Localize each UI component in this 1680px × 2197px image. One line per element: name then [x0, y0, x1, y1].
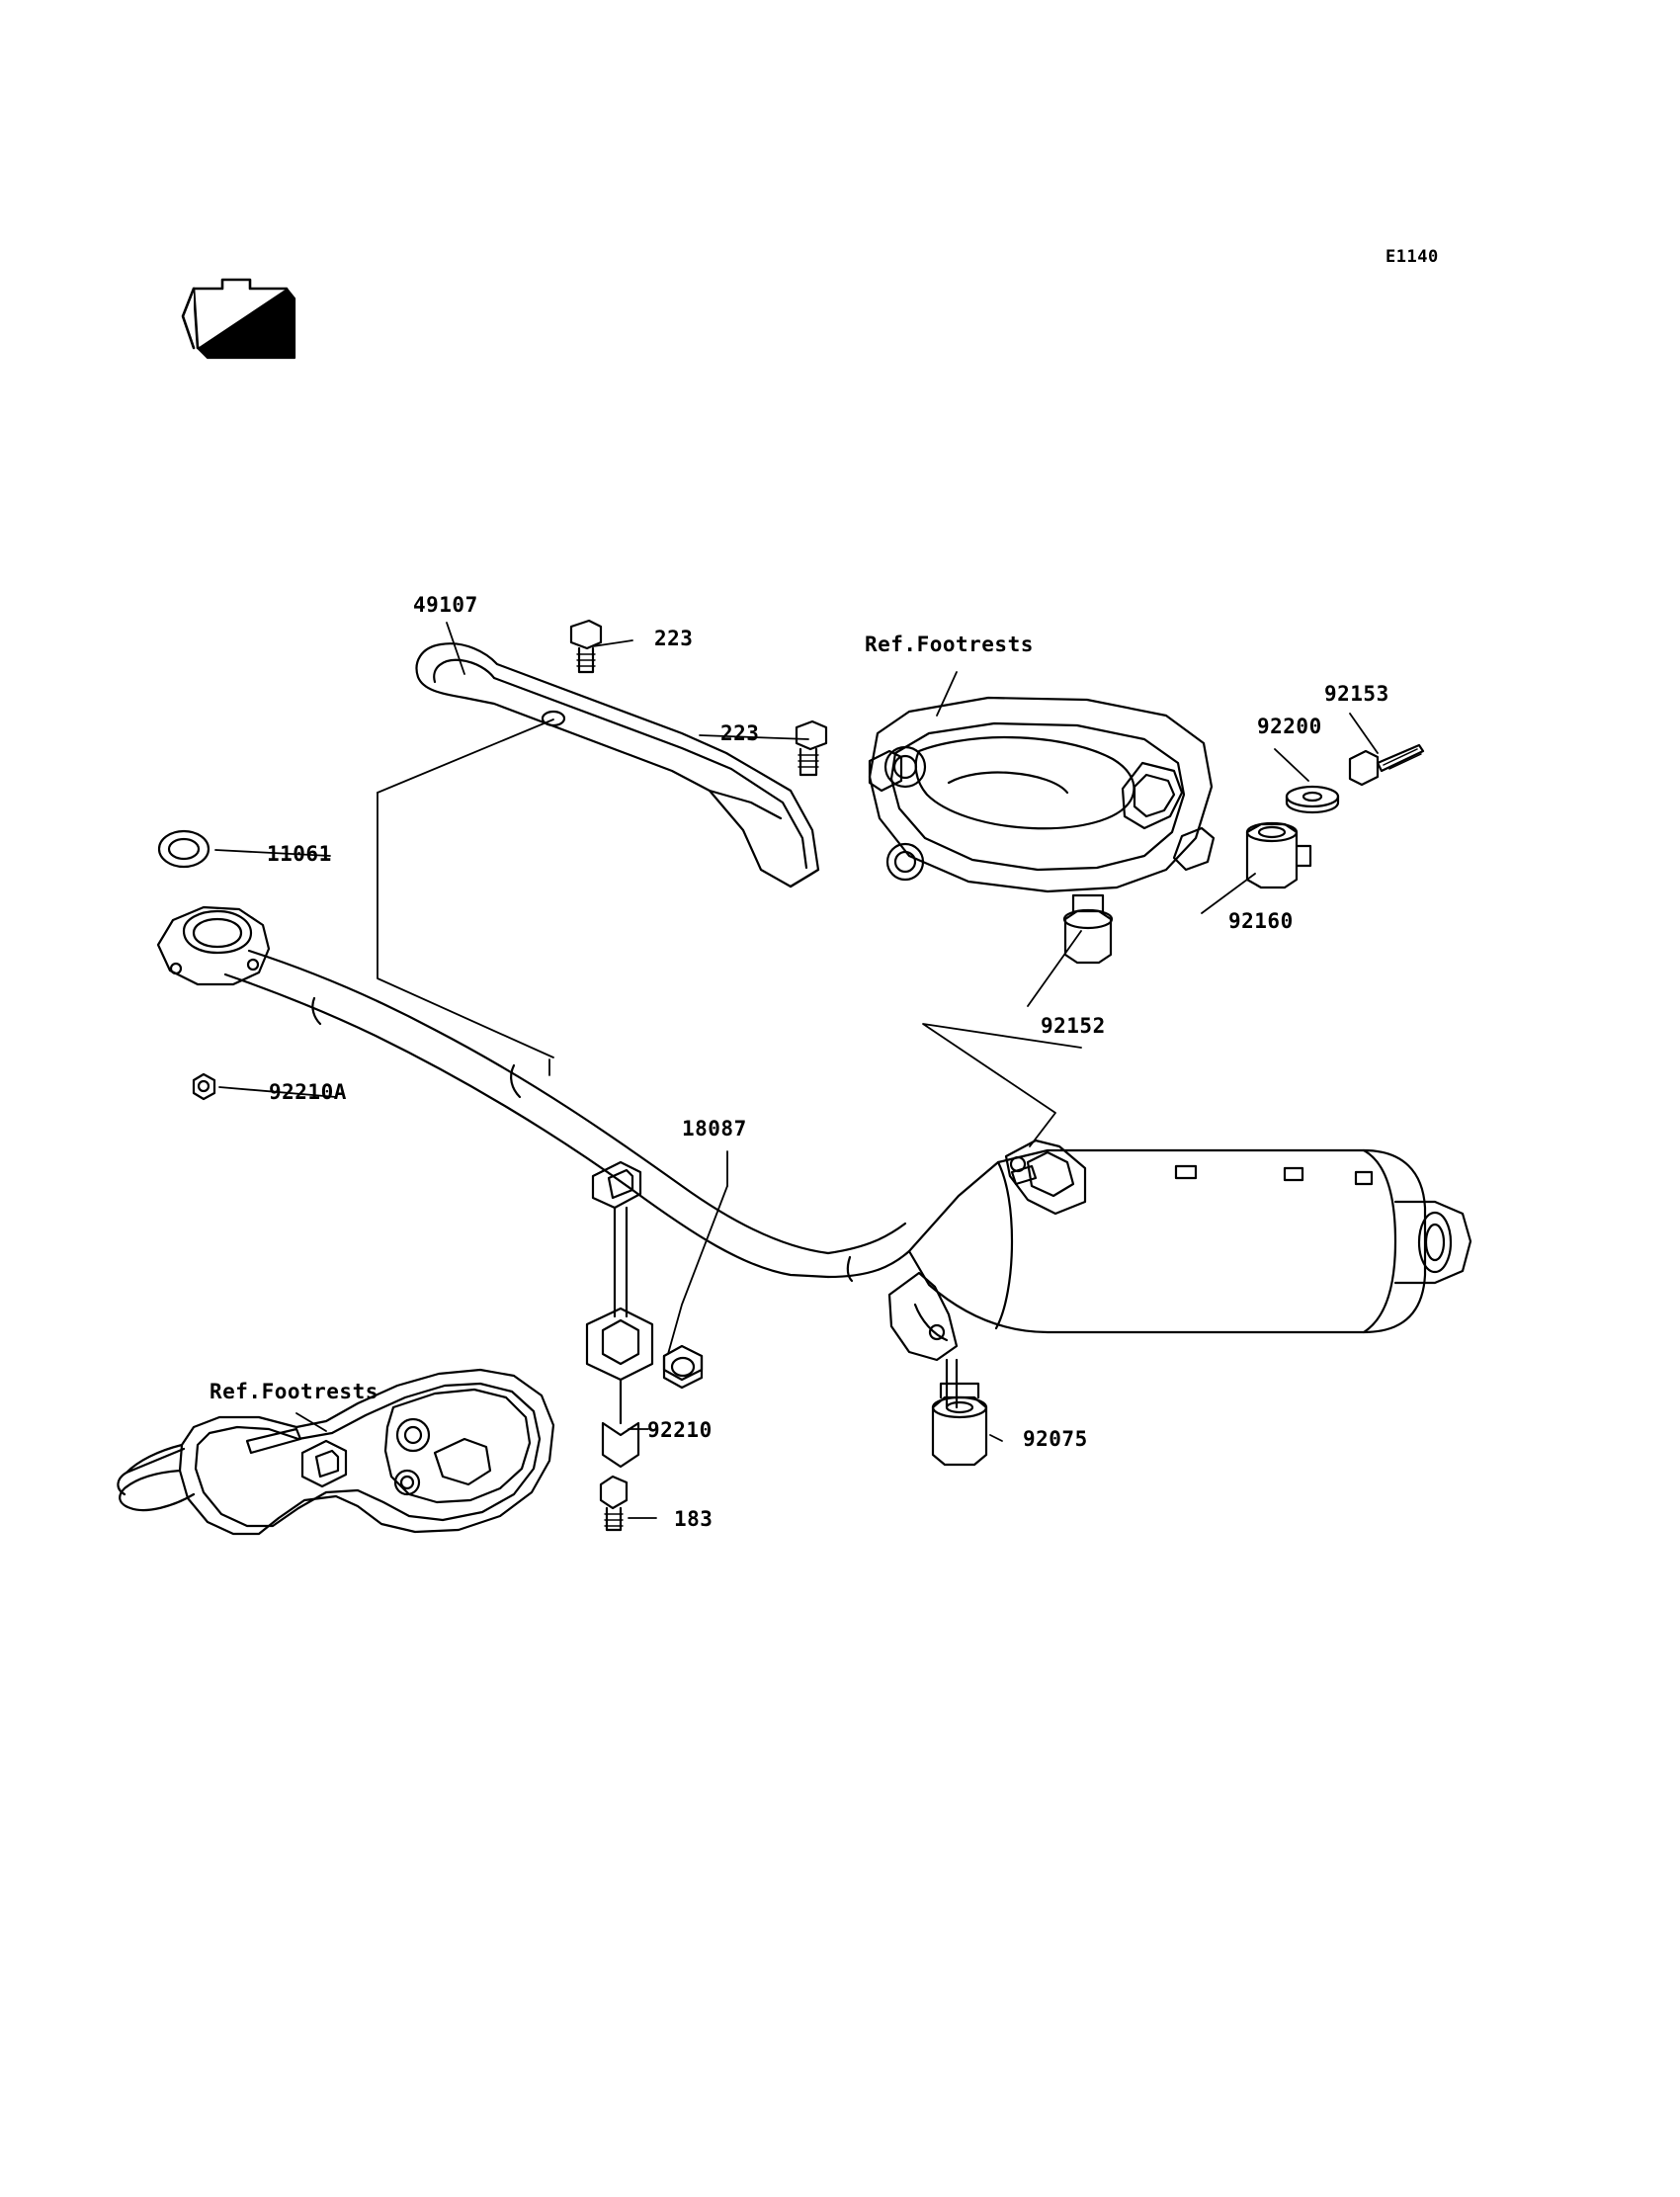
diagram-code: E1140 [1386, 247, 1439, 267]
part-label-92153: 92153 [1324, 682, 1389, 706]
part-label-92210A: 92210A [269, 1080, 347, 1104]
part-label-49107: 49107 [413, 593, 478, 617]
part-label-92160: 92160 [1228, 909, 1294, 933]
part-label-183: 183 [674, 1507, 714, 1531]
front-arrow-icon [183, 280, 294, 358]
leader-lines [215, 623, 1378, 1518]
part-label-11061: 11061 [267, 842, 332, 866]
exhaust-pipe-18087 [158, 831, 909, 1316]
part-label-223-lower: 223 [720, 721, 760, 745]
part-label-223-upper: 223 [654, 627, 694, 650]
part-label-92210: 92210 [647, 1418, 713, 1442]
part-label-92075: 92075 [1023, 1427, 1088, 1451]
part-label-18087: 18087 [682, 1117, 747, 1141]
heat-shield-49107 [417, 643, 818, 887]
ref-footrests-lower: Ref.Footrests [210, 1380, 378, 1403]
ref-footrests-upper: Ref.Footrests [865, 633, 1034, 656]
muffler-body [889, 1141, 1470, 1407]
footrest-bracket-upper [870, 698, 1423, 963]
part-label-92200: 92200 [1257, 715, 1322, 738]
part-label-92152: 92152 [1041, 1014, 1106, 1038]
